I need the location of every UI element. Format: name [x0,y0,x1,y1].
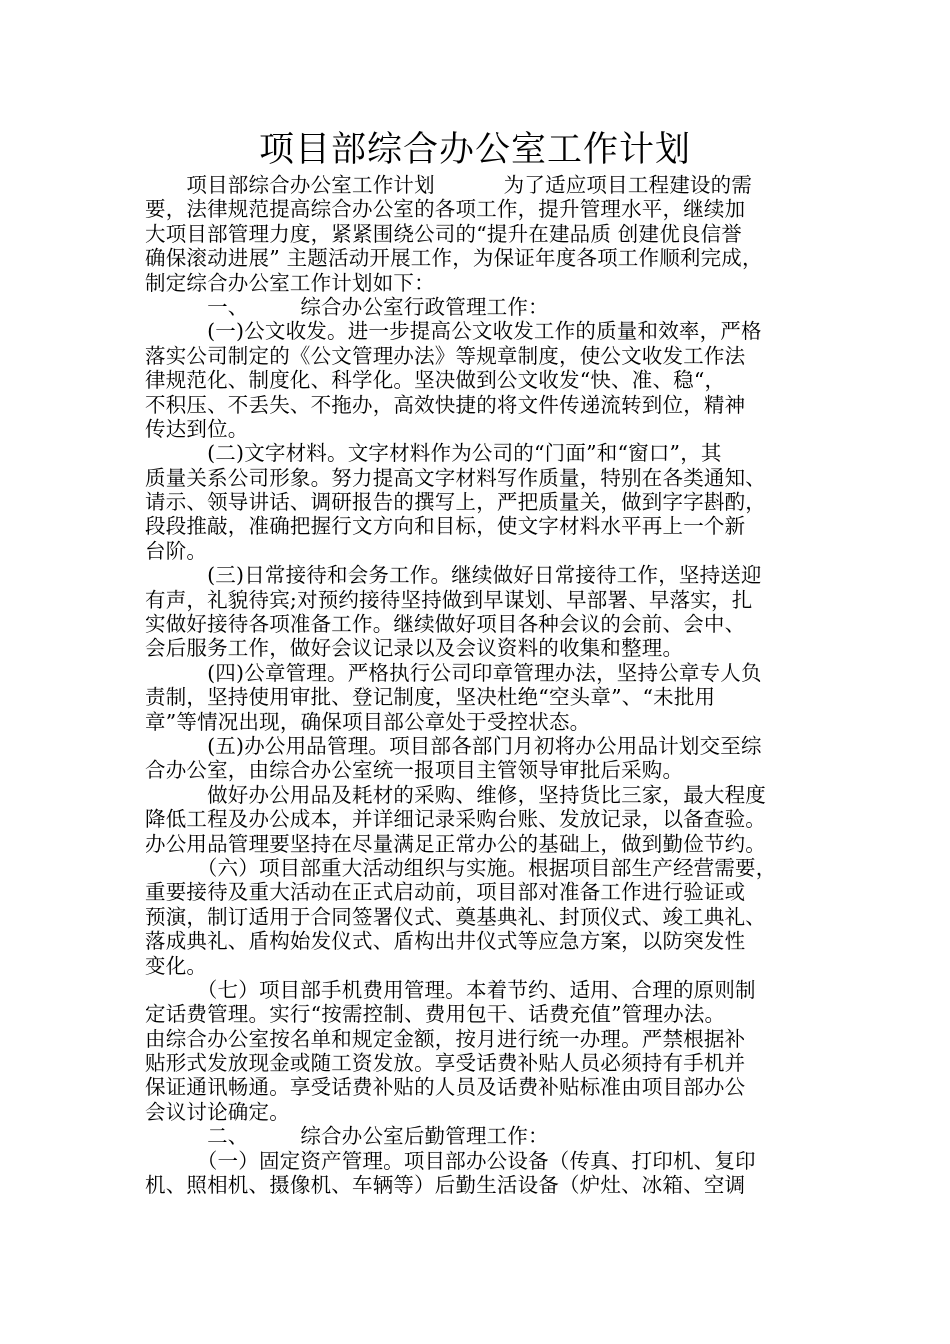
text-line: 要，法律规范提高综合办公室的各项工作，提升管理水平，继续加 [145,197,746,222]
document-body [145,173,825,1197]
text-line: 落成典礼、盾构始发仪式、盾构出井仪式等应急方案，以防突发性 [145,929,746,954]
text-line: 质量关系公司形象。努力提高文字材料写作质量，特别在各类通知、 [145,465,766,490]
text-line: 段段推敲，准确把握行文方向和目标，使文字材料水平再上一个新 [145,514,746,539]
text-line: 机、照相机、摄像机、车辆等）后勤生活设备（炉灶、冰箱、空调 [145,1173,746,1198]
text-line: 降低工程及办公成本，并详细记录采购台账、发放记录，以备查验。 [145,807,766,832]
text-line: 确保滚动进展” 主题活动开展工作，为保证年度各项工作顺利完成， [145,246,763,271]
text-line: 台阶。 [145,538,208,563]
text-line: （一）固定资产管理。项目部办公设备（传真、打印机、复印 [145,1148,756,1173]
text-line: 落实公司制定的《公文管理办法》等规章制度，使公文收发工作法 [145,343,746,368]
text-line: 章”等情况出现，确保项目部公章处于受控状态。 [145,709,591,734]
text-line: 变化。 [145,953,208,978]
text-line: 项目部综合办公室工作计划 为了适应项目工程建设的需 [145,173,753,197]
text-line: 传达到位。 [145,416,249,441]
text-line: 合办公室，由综合办公室统一报项目主管领导审批后采购。 [145,758,684,783]
text-line: 律规范化、制度化、科学化。坚决做到公文收发“快、准、稳“， [145,368,726,393]
text-line: (一)公文收发。进一步提高公文收发工作的质量和效率，严格 [145,319,762,344]
document-title: 项目部综合办公室工作计划 [258,130,691,170]
text-line: (五)办公用品管理。项目部各部门月初将办公用品计划交至综 [145,733,762,758]
text-line: 定话费管理。实行“按需控制、费用包干、话费充值”管理办法。 [145,1002,726,1027]
text-line: 实做好接待各项准备工作。继续做好项目各种会议的会前、会中、 [145,612,746,637]
text-line: 一、 综合办公室行政管理工作： [145,294,549,319]
text-line: 预演，制订适用于合同签署仪式、奠基典礼、封顶仪式、竣工典礼、 [145,904,766,929]
text-line: (四)公章管理。严格执行公司印章管理办法，坚持公章专人负 [145,660,762,685]
text-line: (三)日常接待和会务工作。继续做好日常接待工作，坚持送迎 [145,563,762,588]
text-line: 会议讨论确定。 [145,1099,290,1124]
text-line: 重要接待及重大活动在正式启动前，项目部对准备工作进行验证或 [145,880,746,905]
text-line: 二、 综合办公室后勤管理工作： [145,1124,549,1149]
text-line: 会后服务工作，做好会议记录以及会议资料的收集和整理。 [145,636,684,661]
text-line: 做好办公用品及耗材的采购、维修，坚持货比三家，最大程度 [145,782,766,807]
text-line: 办公用品管理要坚持在尽量满足正常办公的基础上，做到勤俭节约。 [145,831,766,856]
text-line: 请示、领导讲话、调研报告的撰写上，严把质量关，做到字字斟酌， [145,490,766,515]
text-line: 制定综合办公室工作计划如下： [145,270,435,295]
text-line: (二)文字材料。文字材料作为公司的“门面”和“窗口”，其 [145,441,722,466]
text-line: 责制，坚持使用审批、登记制度，坚决杜绝“空头章”、“未批用 [145,685,716,710]
text-line: （六）项目部重大活动组织与实施。根据项目部生产经营需要， [145,855,777,880]
text-line: 有声，礼貌待宾;对预约接待坚持做到早谋划、早部署、早落实，扎 [145,587,753,612]
text-line: 贴形式发放现金或随工资发放。享受话费补贴人员必须持有手机并 [145,1051,746,1076]
text-line: 不积压、不丢失、不拖办，高效快捷的将文件传递流转到位，精神 [145,392,746,417]
text-line: （七）项目部手机费用管理。本着节约、适用、合理的原则制 [145,977,756,1002]
text-line: 大项目部管理力度，紧紧围绕公司的“提升在建品质 创建优良信誉 [145,221,742,246]
text-line: 由综合办公室按名单和规定金额，按月进行统一办理。严禁根据补 [145,1026,746,1051]
text-line: 保证通讯畅通。享受话费补贴的人员及话费补贴标准由项目部办公 [145,1075,746,1100]
